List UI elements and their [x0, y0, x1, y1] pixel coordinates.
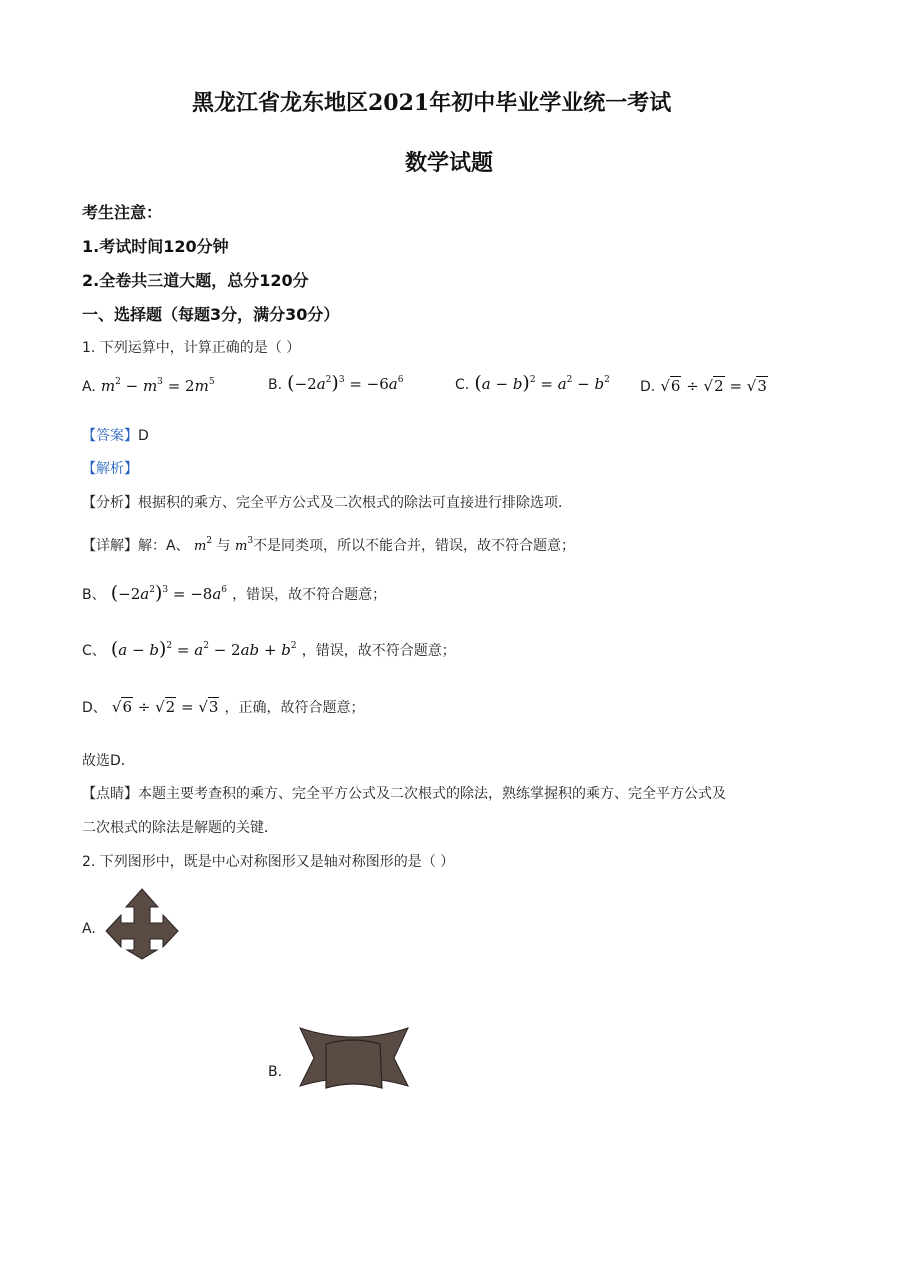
notice-item-2: 2.全卷共三道大题，总分120分: [82, 271, 309, 290]
option-b-formula: $(-2a^2)^3 = -6a^6$: [287, 372, 404, 394]
detail-a-term1: $m^2$: [194, 536, 213, 554]
option-b-label: B.: [268, 377, 283, 393]
option-d-formula: √6 ÷ √2 = √3: [660, 377, 767, 395]
arrow-shape-figure: [105, 888, 179, 960]
arrow-shape: [106, 889, 178, 959]
option-b: [268, 372, 403, 394]
q2-option-a-label: A.: [82, 921, 96, 937]
detail-c-prefix: C、: [82, 643, 106, 659]
detail-b-line: [82, 582, 386, 604]
detail-c-suffix: ，错误，故不符合题意；: [301, 643, 456, 659]
detail-d-line: [82, 697, 365, 717]
detail-b-suffix: ，错误，故不符合题意；: [232, 587, 387, 603]
section-heading: 一、选择题（每题3分，满分30分）: [82, 305, 340, 324]
detail-line: [82, 535, 575, 555]
question-1-stem: 1. 下列运算中，计算正确的是（ ）: [82, 340, 301, 356]
detail-a-post: 不是同类项，所以不能合并，错误，故不符合题意；: [253, 538, 576, 554]
option-c-formula: $(a - b)^2 = a^2 - b^2$: [474, 372, 610, 394]
comment-tag: 【点睛】: [82, 786, 138, 802]
notice-item-1: 1.考试时间120分钟: [82, 237, 229, 256]
option-d: [640, 376, 768, 395]
detail-c-formula: $(a - b)^2 = a^2 - 2ab + b^2$: [110, 638, 297, 660]
q2-option-b-label: B.: [268, 1064, 283, 1080]
center-square: [326, 1040, 382, 1088]
fenxi-tag: 【分析】: [82, 495, 138, 511]
analysis-tag: 【解析】: [82, 461, 138, 477]
comment-line-2: 二次根式的除法是解题的关键．: [82, 820, 278, 836]
comment-text-1: 本题主要考查积的乘方、完全平方公式及二次根式的除法，熟练掌握积的乘方、完全平方公式及: [138, 786, 726, 802]
option-c-label: C.: [455, 377, 470, 393]
option-a-label: A.: [82, 379, 96, 395]
option-c: [455, 372, 610, 394]
fenxi-text: 根据积的乘方、完全平方公式及二次根式的除法可直接进行排除选项．: [138, 495, 572, 511]
option-a-formula: $m^2 - m^3 = 2m^5$: [100, 377, 215, 395]
detail-c-line: [82, 638, 456, 660]
detail-d-formula: √6 ÷ √2 = √3: [111, 698, 219, 716]
page-subtitle: 数学试题: [405, 150, 494, 176]
comment-line-1: [82, 783, 726, 803]
page-title: 黑龙江省龙东地区2021年初中毕业学业统一考试: [192, 90, 672, 116]
option-d-label: D.: [640, 379, 656, 395]
detail-d-prefix: D、: [82, 700, 107, 716]
detail-a-pre: 解：A、: [138, 538, 190, 554]
answer-tag: 【答案】: [82, 428, 138, 444]
detail-a-mid: 与: [216, 538, 231, 554]
answer-line: [82, 425, 149, 445]
option-a: [82, 376, 215, 395]
detail-b-formula: $(-2a^2)^3 = -8a^6$: [110, 582, 228, 604]
fenxi-line: [82, 492, 572, 512]
notice-heading: 考生注意：: [82, 203, 163, 222]
detail-tag: 【详解】: [82, 538, 138, 554]
detail-a-term2: $m^3$: [235, 536, 254, 554]
question-2-stem: 2. 下列图形中，既是中心对称图形又是轴对称图形的是（ ）: [82, 854, 455, 870]
detail-b-prefix: B、: [82, 587, 106, 603]
square-bow-figure: [298, 1024, 410, 1092]
detail-d-suffix: ，正确，故符合题意；: [224, 700, 365, 716]
answer-value: D: [138, 428, 149, 444]
conclusion: 故选D．: [82, 753, 135, 769]
